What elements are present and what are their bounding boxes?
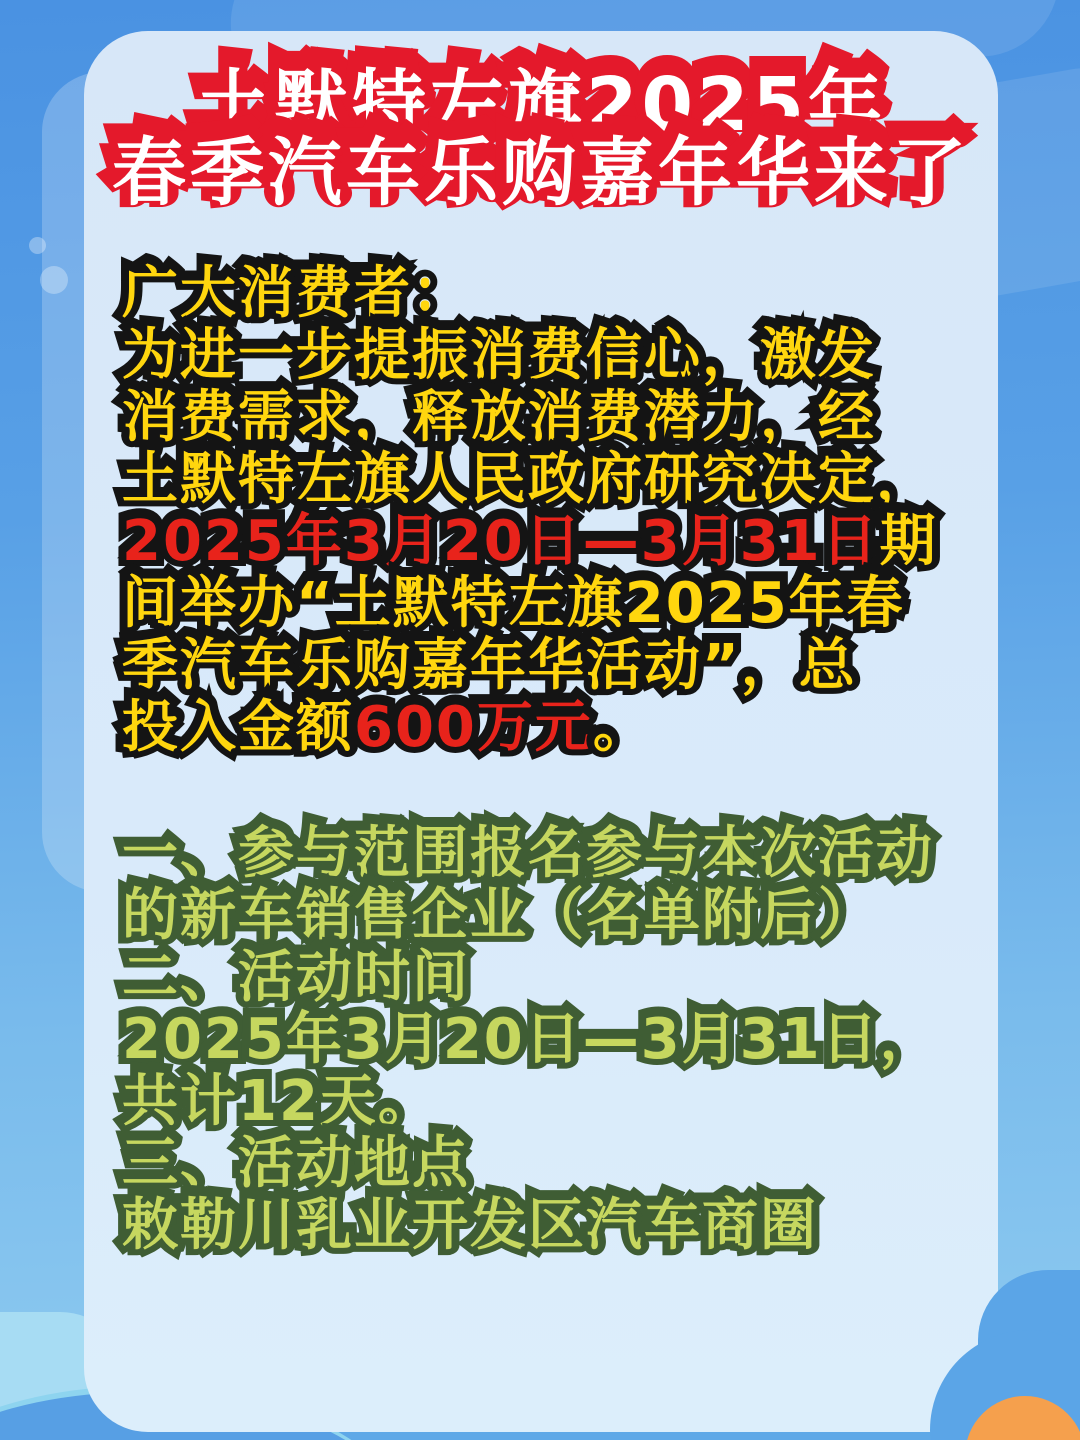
text-segment: 敕勒川乳业开发区汽车商圈 敕勒川乳业开发区汽车商圈 [122, 1193, 818, 1258]
text-segment: 共计12天。 共计12天。 [122, 1069, 436, 1134]
text-line [122, 325, 968, 387]
text-line [84, 130, 998, 216]
text-segment: 季汽车乐购嘉年华活动”，总 季汽车乐购嘉年华活动”，总 [122, 633, 857, 698]
text-segment: 为进一步提振消费信心，激发 为进一步提振消费信心，激发 [122, 323, 876, 388]
text-segment: 的新车销售企业（名单附后） 的新车销售企业（名单附后） [122, 883, 876, 948]
info-sections [122, 823, 968, 1257]
text-segment: 二、活动时间 二、活动时间 [122, 945, 470, 1010]
text-segment: 春季汽车乐购嘉年华来了 春季汽车乐购嘉年华来了 [112, 130, 970, 216]
text-line [122, 449, 968, 511]
text-line [122, 885, 968, 947]
text-segment: 投入金额 投入金额 [122, 695, 354, 760]
text-line [122, 511, 968, 573]
announcement-card [84, 31, 998, 1432]
decor-dot-large [40, 266, 68, 294]
text-line [122, 947, 968, 1009]
text-segment: 2025年3月20日—3月31日 2025年3月20日—3月31日 [122, 509, 880, 574]
text-segment: 600万元 600万元 [354, 695, 593, 760]
text-segment: 广大消费者： 广大消费者： [122, 261, 470, 326]
text-segment: 一、参与范围报名参与本次活动 一、参与范围报名参与本次活动 [122, 821, 934, 886]
text-segment: 。 。 [593, 695, 651, 760]
text-line [122, 1133, 968, 1195]
text-line [122, 387, 968, 449]
decor-dot-small [29, 237, 46, 254]
text-line [122, 635, 968, 697]
poster-title [84, 62, 998, 216]
announcement-body [122, 263, 968, 759]
text-segment: 2025年3月20日—3月31日， 2025年3月20日—3月31日， [122, 1007, 938, 1072]
text-segment: 期 期 [880, 509, 938, 574]
text-segment: 消费需求，释放消费潜力，经 消费需求，释放消费潜力，经 [122, 385, 876, 450]
text-line [122, 1195, 968, 1257]
text-line [122, 823, 968, 885]
text-segment: 土默特左旗2025年 土默特左旗2025年 [196, 62, 886, 148]
text-line [122, 1009, 968, 1071]
text-line [122, 1071, 968, 1133]
text-segment: 间举办“土默特左旗2025年春 间举办“土默特左旗2025年春 [122, 571, 905, 636]
text-line [122, 697, 968, 759]
text-line [122, 573, 968, 635]
text-segment: 三、活动地点 三、活动地点 [122, 1131, 470, 1196]
text-segment: 土默特左旗人民政府研究决定， 土默特左旗人民政府研究决定， [122, 447, 934, 512]
text-line [122, 263, 968, 325]
